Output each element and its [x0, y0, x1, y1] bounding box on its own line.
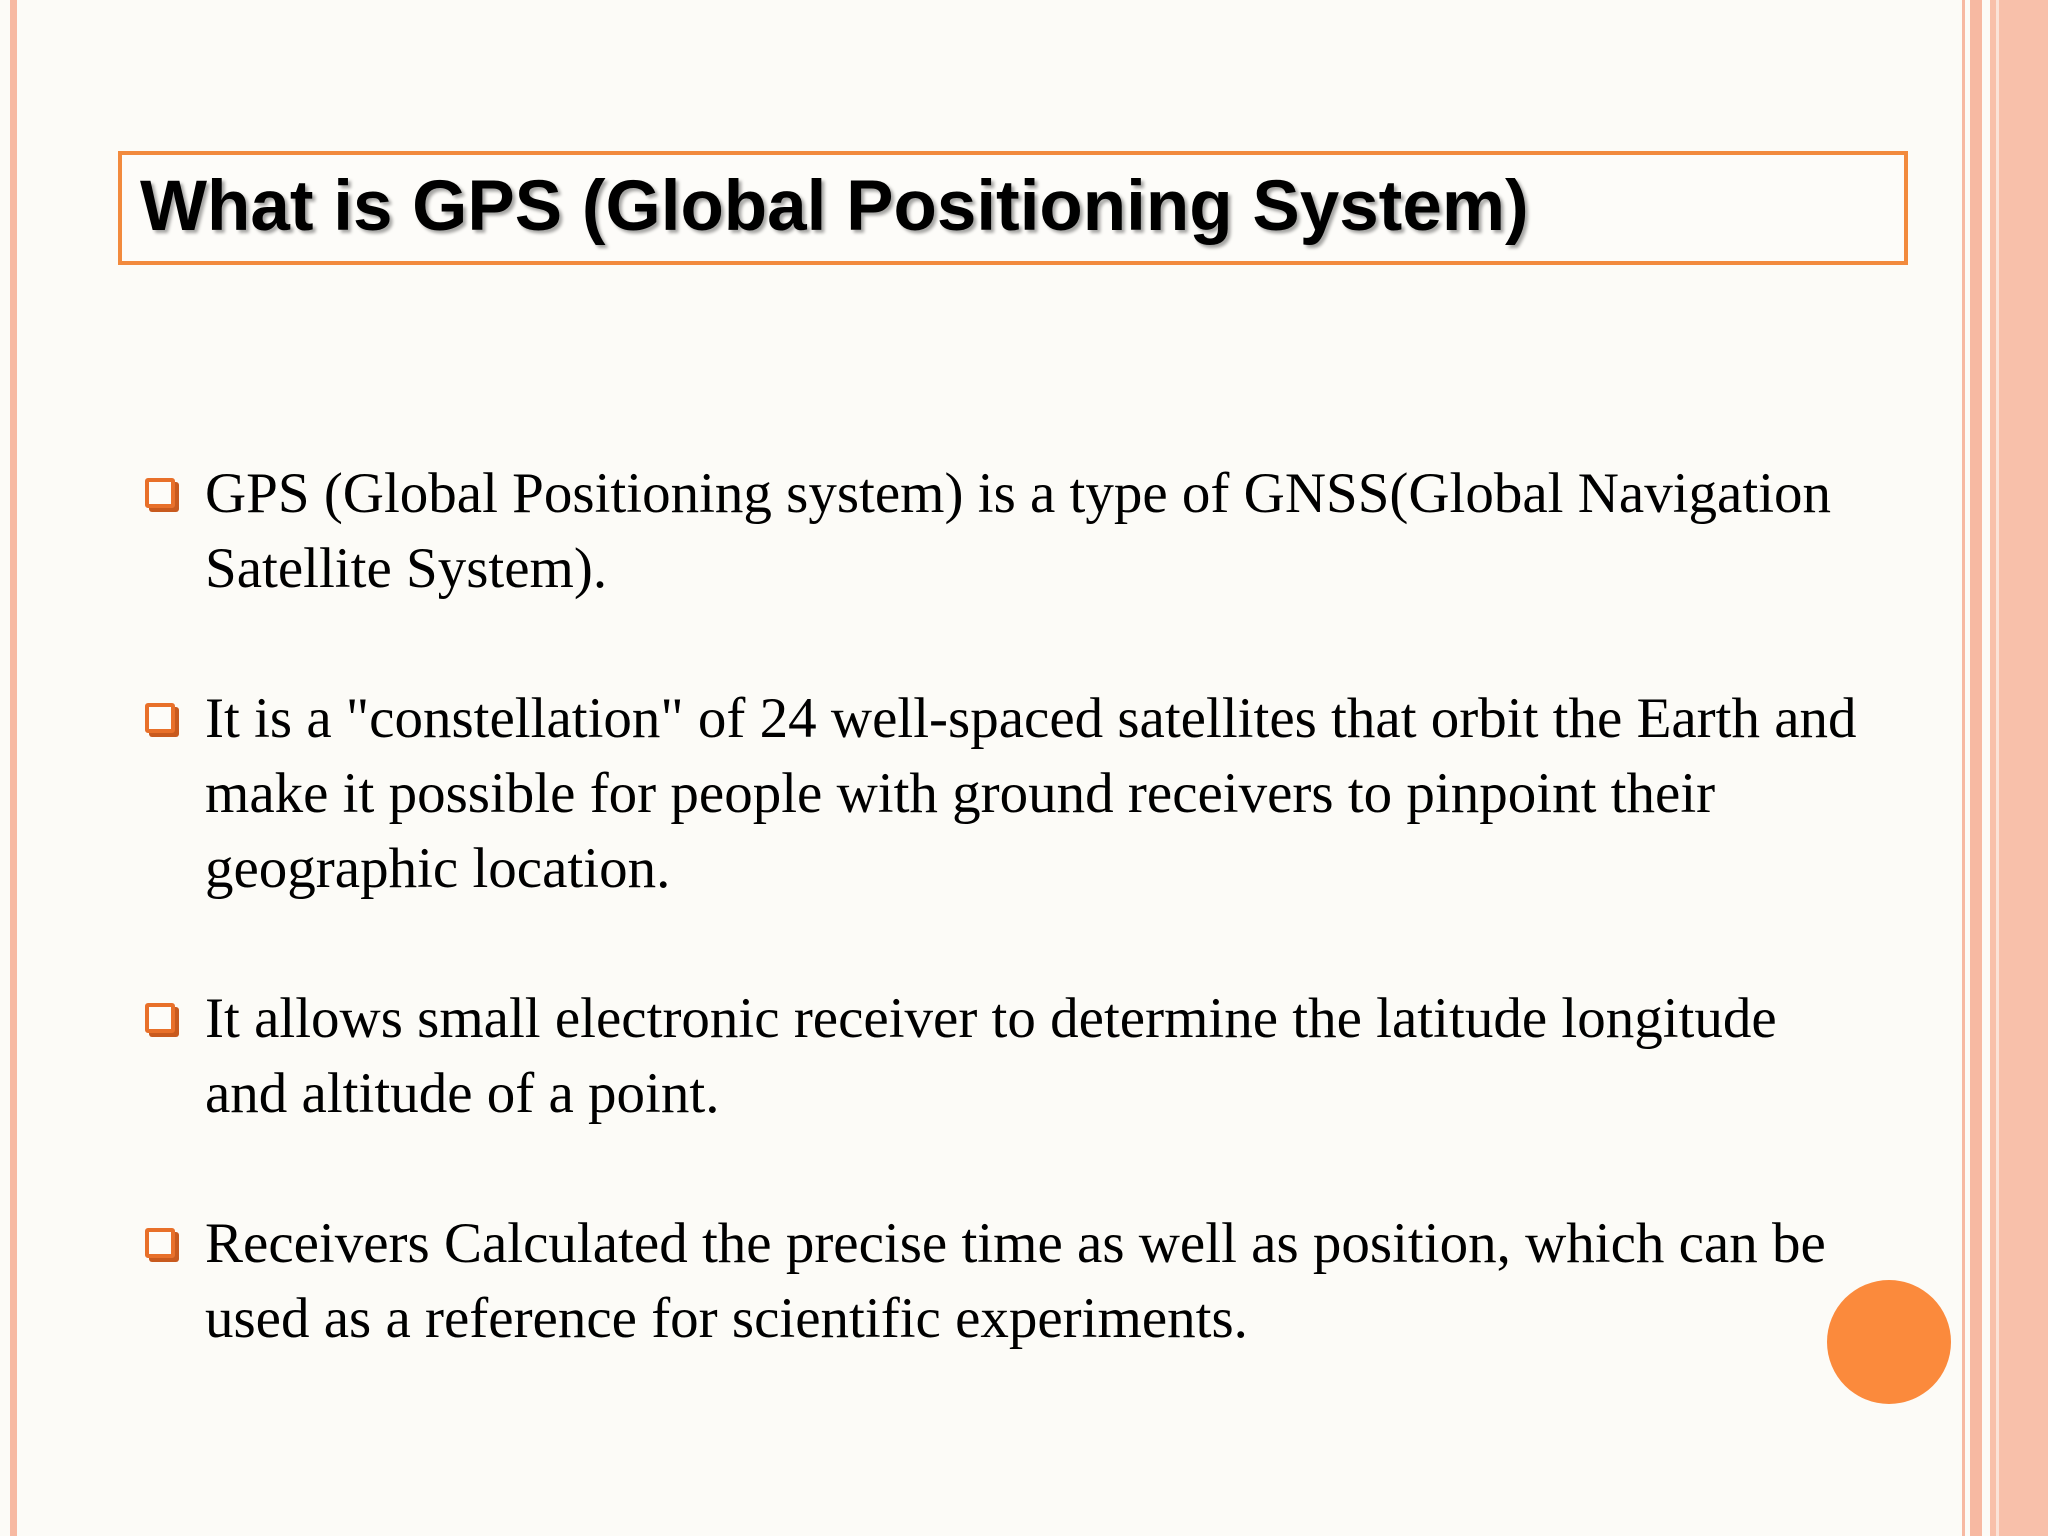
bullet-text: It allows small electronic receiver to determine the latitude longitude and altitude of a point. — [205, 987, 1777, 1125]
checkbox-bullet-icon — [145, 478, 175, 508]
left-frame-stripe — [10, 0, 17, 1536]
bullet-item — [145, 456, 1865, 606]
right-frame-band — [1990, 0, 2048, 1536]
right-frame-stripe — [1970, 0, 1982, 1536]
decorative-circle — [1827, 1280, 1951, 1404]
bullet-item — [145, 1206, 1865, 1356]
bullet-item — [145, 981, 1865, 1131]
bullet-text: Receivers Calculated the precise time as well as position, which can be used as a reference for scientific experiments. — [205, 1212, 1826, 1350]
checkbox-bullet-icon — [145, 1003, 175, 1033]
right-frame-stripe-thin — [1962, 0, 1965, 1536]
checkbox-bullet-icon — [145, 1228, 175, 1258]
slide-title: What is GPS (Global Positioning System) — [140, 167, 1529, 246]
bullet-text: It is a "constellation" of 24 well-spaced satellites that orbit the Earth and make it possible for people with ground receivers to pinpoint their geographic location. — [205, 687, 1857, 900]
bullet-list — [145, 456, 1865, 1356]
bullet-text: GPS (Global Positioning system) is a type of GNSS(Global Navigation Satellite System). — [205, 462, 1832, 600]
bullet-item — [145, 681, 1865, 906]
checkbox-bullet-icon — [145, 703, 175, 733]
